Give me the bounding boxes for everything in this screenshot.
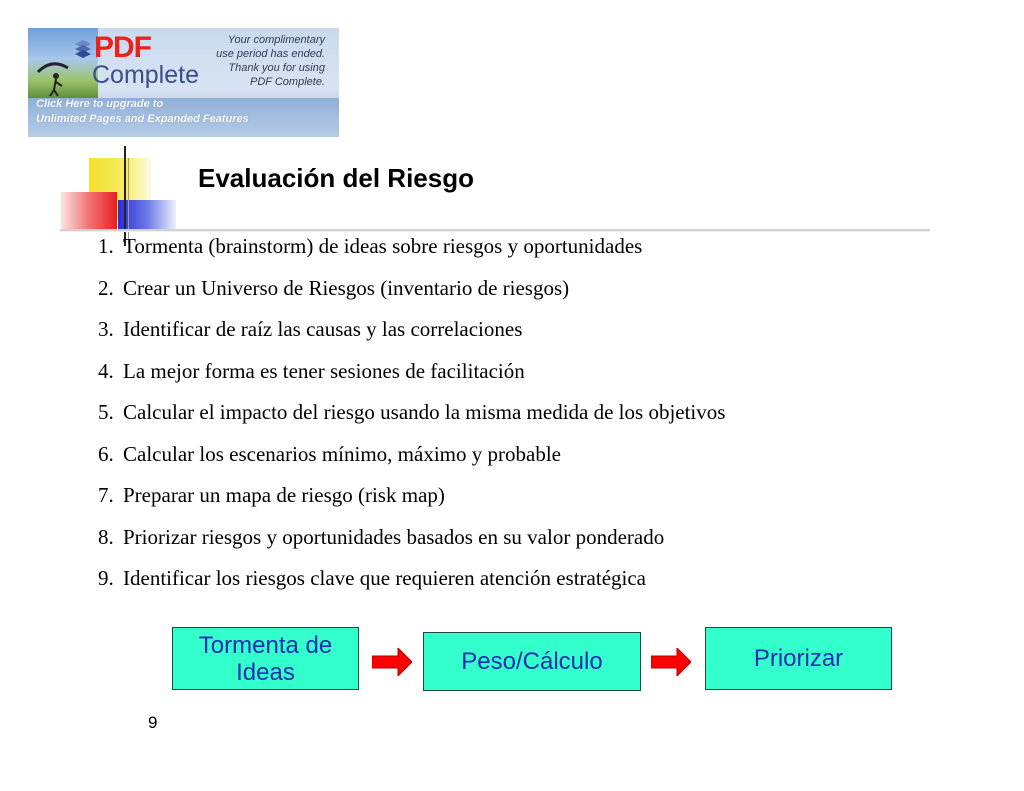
- step-item: [98, 231, 725, 273]
- step-text: Tormenta (brainstorm) de ideas sobre riesgos y oportunidades: [123, 234, 643, 258]
- step-number: 4.: [98, 358, 114, 383]
- logo-complete-text: Complete: [92, 61, 199, 89]
- step-number: 5.: [98, 400, 114, 424]
- upgrade-link[interactable]: [28, 98, 339, 137]
- step-number: 6.: [98, 441, 114, 466]
- decor-red-square: [61, 192, 117, 232]
- step-text: Crear un Universo de Riesgos (inventario de riesgos): [123, 275, 570, 300]
- flow-box-prioritize: Priorizar: [705, 627, 892, 690]
- step-item: [98, 563, 725, 605]
- logo-pdf-text: PDF: [94, 31, 151, 64]
- steps-list: [98, 231, 725, 605]
- step-item: [98, 480, 725, 522]
- step-item: [98, 356, 725, 398]
- flow-box-weight-calculation: Peso/Cálculo: [423, 632, 641, 691]
- upgrade-line-2[interactable]: Unlimited Pages and Expanded Features: [36, 113, 249, 125]
- pdf-complete-upgrade-banner[interactable]: [28, 28, 339, 137]
- step-number: 1.: [98, 234, 114, 258]
- right-arrow-icon: [372, 648, 412, 676]
- page-number: 9: [148, 713, 158, 732]
- step-item: [98, 522, 725, 564]
- decor-blue-square: [118, 200, 176, 232]
- layers-icon: [74, 38, 92, 60]
- step-text: La mejor forma es tener sesiones de facilitación: [123, 358, 525, 383]
- step-number: 7.: [98, 483, 114, 507]
- promo-line: Your complimentary: [227, 34, 325, 46]
- step-number: 2.: [98, 275, 114, 300]
- step-number: 8.: [98, 524, 114, 549]
- promo-line: Thank you for using: [228, 62, 325, 74]
- step-item: [98, 397, 725, 439]
- upgrade-line-1[interactable]: Click Here to upgrade to: [36, 98, 164, 110]
- flow-box-brainstorm: [172, 627, 359, 690]
- step-item: [98, 273, 725, 315]
- promo-line: PDF Complete.: [250, 76, 325, 88]
- right-arrow-icon: [651, 648, 691, 676]
- step-item: [98, 314, 725, 356]
- step-text: Calcular los escenarios mínimo, máximo y probable: [123, 441, 561, 466]
- step-number: 3.: [98, 317, 114, 341]
- step-text: Identificar de raíz las causas y las correlaciones: [123, 317, 523, 341]
- promo-message: [185, 33, 325, 89]
- flow-box-brainstorm-line1: Tormenta de: [198, 631, 333, 659]
- promo-line: use period has ended.: [216, 48, 325, 60]
- step-text: Priorizar riesgos y oportunidades basados en su valor ponderado: [123, 524, 665, 549]
- flow-box-brainstorm-line2: Ideas: [236, 658, 295, 686]
- step-item: [98, 439, 725, 481]
- step-number: 9.: [98, 566, 114, 590]
- step-text: Identificar los riesgos clave que requieren atención estratégica: [123, 566, 647, 590]
- step-text: Preparar un mapa de riesgo (risk map): [123, 483, 445, 507]
- slide-title: Evaluación del Riesgo: [198, 163, 474, 193]
- step-text: Calcular el impacto del riesgo usando la misma medida de los objetivos: [123, 400, 726, 424]
